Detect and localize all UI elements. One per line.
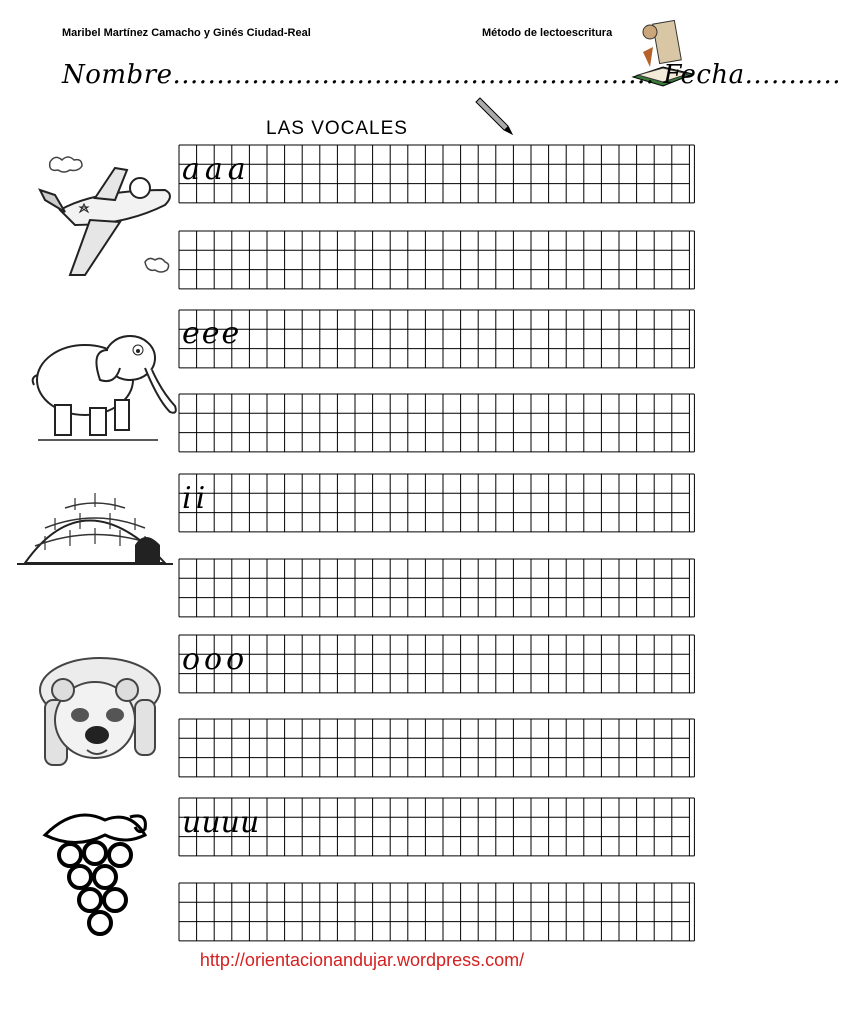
practice-grid-i bbox=[178, 558, 698, 618]
practice-grid-o bbox=[178, 718, 698, 778]
cursive-sample-e: eee bbox=[182, 316, 242, 351]
practice-grid-u bbox=[178, 882, 698, 942]
grapes-picture bbox=[35, 805, 165, 945]
method-header: Método de lectoescritura bbox=[482, 27, 613, 39]
igloo-picture bbox=[15, 488, 175, 568]
cursive-sample-u: uuuu bbox=[182, 805, 260, 840]
airplane-picture bbox=[35, 150, 175, 295]
bear-picture bbox=[25, 650, 175, 775]
writing-grid-o bbox=[178, 634, 698, 694]
elephant-picture bbox=[20, 320, 180, 445]
writing-grid-a bbox=[178, 144, 698, 204]
practice-grid-a bbox=[178, 230, 698, 290]
writing-grid-i bbox=[178, 473, 698, 533]
cursive-sample-i: ii bbox=[182, 481, 210, 516]
footer-url-link[interactable]: http://orientacionandujar.wordpress.com/ bbox=[199, 950, 525, 970]
page-title: LAS VOCALES bbox=[266, 118, 408, 139]
practice-grid-e bbox=[178, 393, 698, 453]
writing-grid-e bbox=[178, 309, 698, 369]
cursive-sample-o: ooo bbox=[182, 642, 249, 677]
cursive-sample-a: aaa bbox=[182, 152, 251, 187]
name-date-line: Nombre....................................................... Fecha........... bbox=[62, 60, 841, 90]
authors-header: Maribel Martínez Camacho y Ginés Ciudad-Real bbox=[62, 27, 311, 39]
